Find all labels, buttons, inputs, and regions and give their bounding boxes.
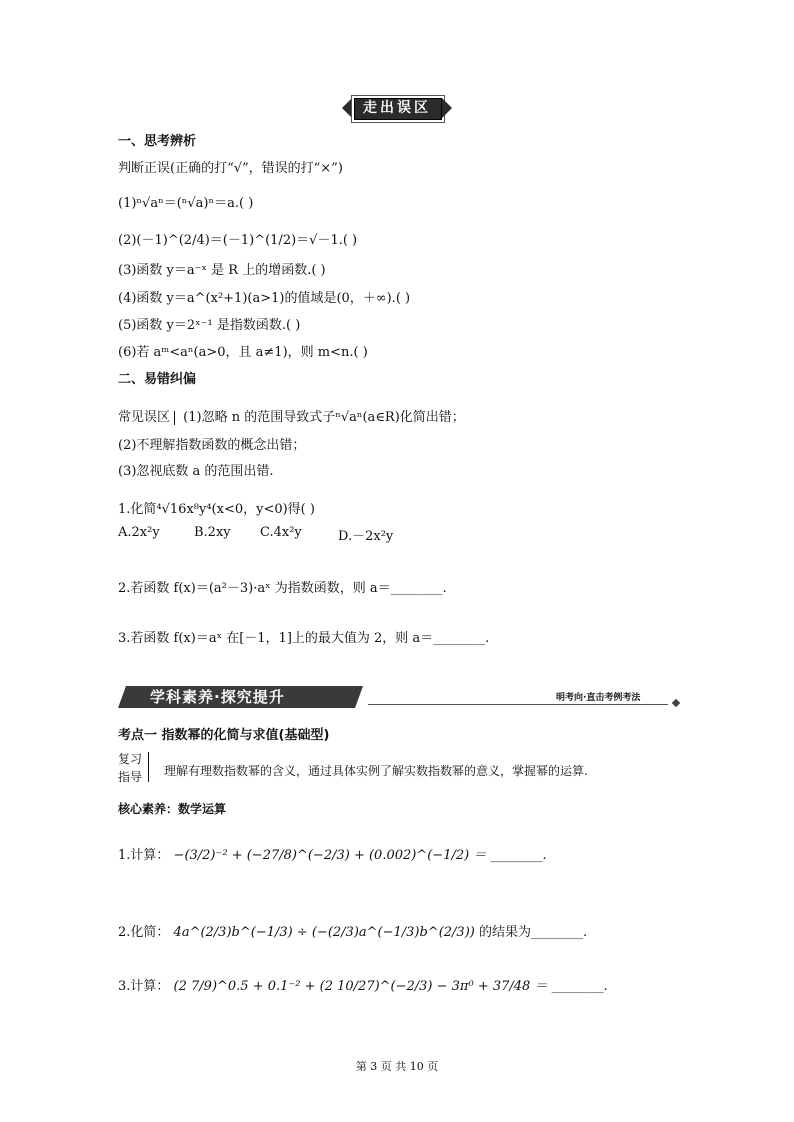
section-banner-literacy (118, 686, 678, 708)
common-errors-label: 常见误区 (118, 410, 171, 425)
sec1-item-4: (4)函数 y＝a^(x²+1)(a>1)的值域是(0，＋∞).( ) (118, 291, 411, 306)
section-banner-avoid-errors (340, 96, 454, 120)
q2-suffix: 的结果为________. (478, 925, 588, 940)
banner-title: 学科素养·探究提升 (150, 688, 285, 706)
q1-option-c: C.4x²y (260, 525, 302, 540)
core-literacy: 核心素养：数学运算 (118, 802, 227, 816)
sec2-question-2: 2.若函数 f(x)＝(a²－3)·aˣ 为指数函数，则 a＝________. (118, 581, 447, 596)
q3-expression: (2 7/9)^0.5 + 0.1⁻² + (2 10/27)^(−2/3) − 3π⁰ + 37/48 ＝ (173, 979, 548, 994)
sec1-item-6: (6)若 aᵐ<aⁿ(a>0，且 a≠1)，则 m<n.( ) (118, 345, 368, 360)
common-error-3: (3)忽视底数 a 的范围出错. (118, 464, 274, 479)
common-errors-line-1 (118, 406, 465, 425)
sec1-item-5: (5)函数 y＝2ˣ⁻¹ 是指数函数.( ) (118, 318, 301, 333)
q3-suffix: ________. (551, 979, 608, 994)
q1-suffix: ________. (490, 848, 547, 863)
sec2-heading: 二、易错纠偏 (118, 372, 197, 387)
q1-option-b: B.2xy (194, 525, 231, 540)
sec1-instruction: 判断正误(正确的打“√”，错误的打“×”) (118, 161, 343, 176)
point1-question-2 (118, 921, 587, 940)
common-error-2: (2)不理解指数函数的概念出错； (118, 438, 306, 453)
sec1-item-3: (3)函数 y＝a⁻ˣ 是 R 上的增函数.( ) (118, 263, 326, 278)
sec2-question-3: 3.若函数 f(x)＝aˣ 在[－1，1]上的最大值为 2，则 a＝________. (118, 631, 490, 646)
point1-title: 考点一 指数幂的化简与求值(基础型) (118, 728, 330, 743)
common-error-1: (1)忽略 n 的范围导致式子ⁿ√aⁿ(a∈R)化简出错； (183, 410, 465, 425)
q3-prefix: 3.计算： (118, 979, 170, 994)
banner-right-arrow (442, 98, 452, 118)
q1-option-d: D.－2x²y (338, 529, 394, 544)
q1-prefix: 1.计算： (118, 848, 170, 863)
point1-question-3 (118, 975, 608, 994)
review-text: 理解有理数指数幂的含义，通过具体实例了解实数指数幂的意义，掌握幂的运算. (164, 764, 588, 778)
sec2-question-1: 1.化简⁴√16x⁸y⁴(x<0，y<0)得( ) (118, 502, 315, 517)
review-label (118, 750, 142, 786)
sec1-item-1: (1)ⁿ√aⁿ＝(ⁿ√a)ⁿ＝a.( ) (118, 196, 254, 211)
q2-expression: 4a^(2/3)b^(−1/3) ÷ (−(2/3)a^(−1/3)b^(2/3)) (173, 925, 475, 940)
page-footer: 第 3 页 共 10 页 (355, 1060, 439, 1073)
divider (174, 411, 175, 425)
banner-title: 走出误区 (363, 100, 431, 116)
banner-subtitle: 明考向·直击考例考法 (556, 693, 641, 703)
review-label-line-1: 复习 (118, 752, 143, 766)
q1-option-a: A.2x²y (118, 525, 160, 540)
q2-prefix: 2.化简： (118, 925, 170, 940)
diamond-icon (672, 699, 680, 707)
review-divider (148, 752, 149, 782)
point1-question-1 (118, 844, 547, 863)
review-label-line-2: 指导 (118, 770, 143, 784)
banner-rule (368, 704, 668, 705)
q1-expression: −(3/2)⁻² + (−27/8)^(−2/3) + (0.002)^(−1/2) ＝ (173, 848, 487, 863)
banner-left-arrow (342, 98, 352, 118)
sec1-item-2: (2)(－1)^(2/4)＝(－1)^(1/2)＝√－1.( ) (118, 233, 358, 248)
sec1-heading: 一、思考辨析 (118, 134, 197, 149)
